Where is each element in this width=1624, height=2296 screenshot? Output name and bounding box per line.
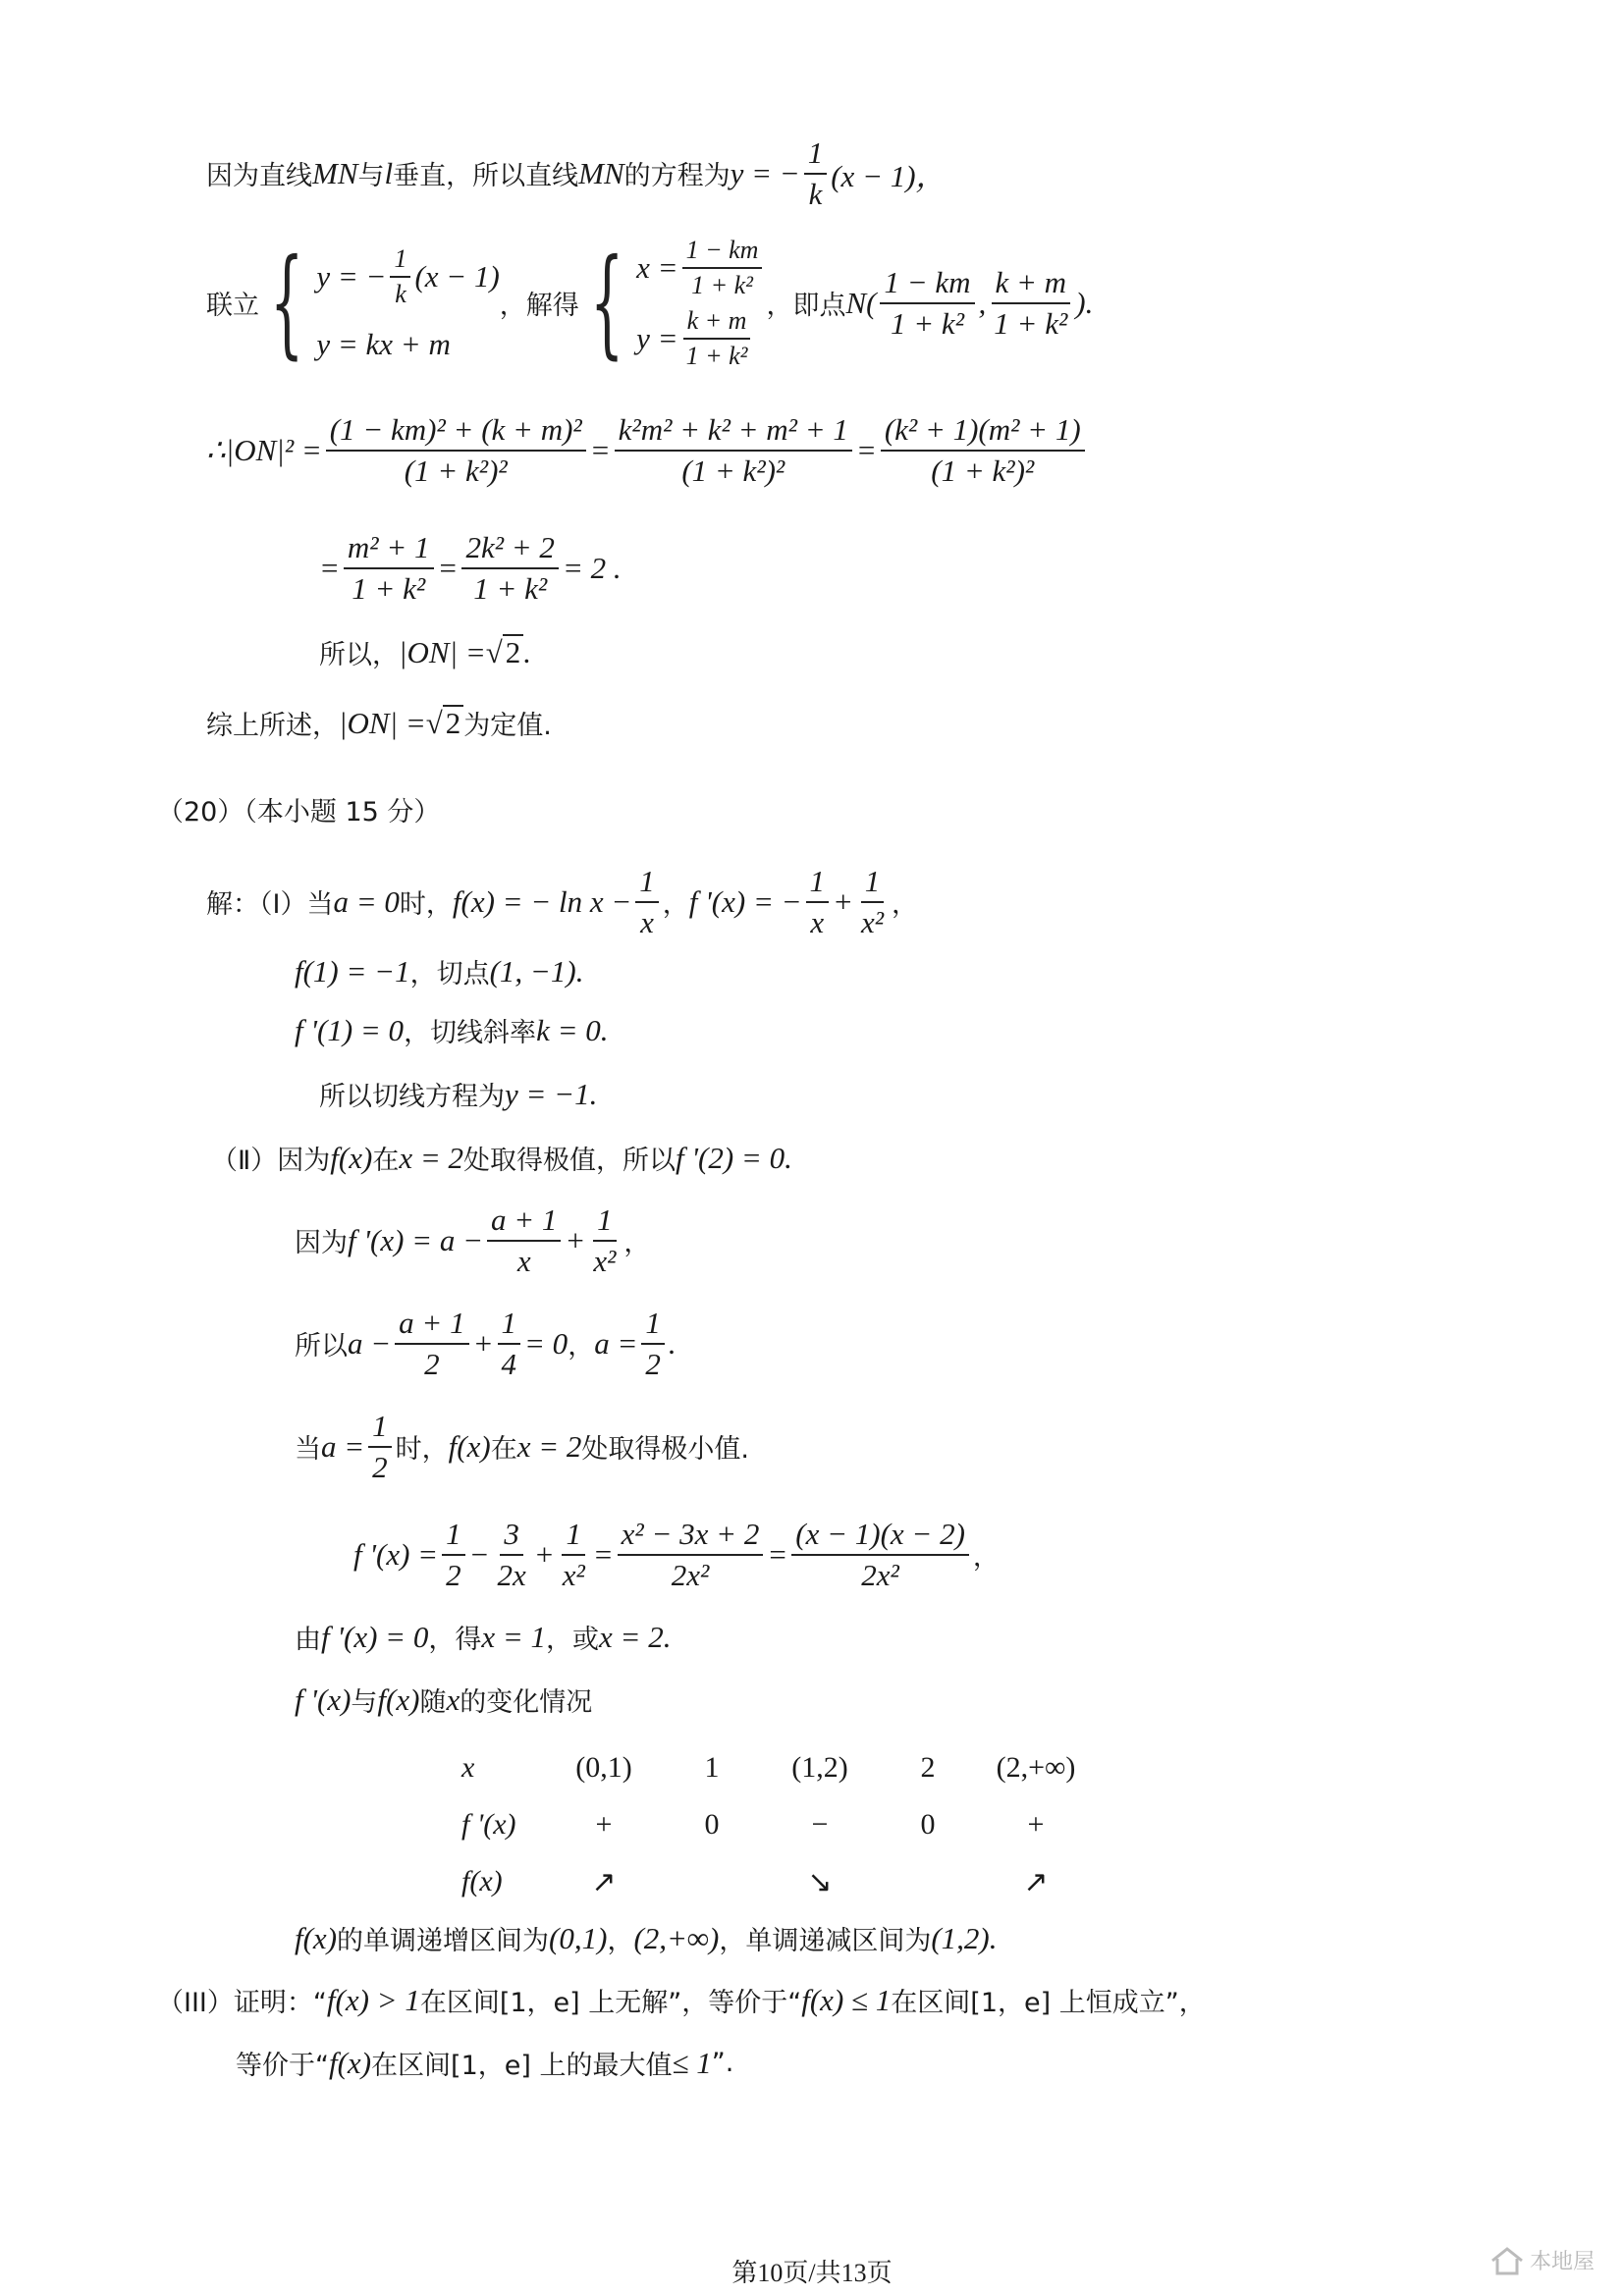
fraction — [791, 1517, 969, 1592]
text: ，或 — [546, 1625, 600, 1655]
denominator: 2 — [446, 1557, 461, 1592]
text: 与 — [357, 161, 385, 192]
numerator: 1 — [804, 135, 828, 175]
math: f(x) — [448, 1428, 491, 1464]
text: 在 — [372, 1146, 400, 1176]
math: x = 2 — [599, 1619, 664, 1654]
numerator: m² + 1 — [344, 530, 434, 569]
line-on-squared — [206, 412, 1089, 488]
denominator: 2 — [424, 1346, 440, 1381]
fraction — [344, 530, 434, 606]
system-equations — [316, 244, 499, 362]
decreasing-arrow-icon: ↘ — [807, 1865, 833, 1898]
part2-conclusion — [295, 1919, 998, 1957]
denominator: 2 — [372, 1449, 388, 1484]
fraction — [390, 244, 410, 309]
increasing-arrow-icon: ↗ — [591, 1865, 617, 1898]
text: 因为 — [295, 1228, 348, 1259]
numerator: 1 — [806, 864, 830, 903]
denominator: 2x² — [671, 1557, 710, 1592]
part1-line4 — [319, 1075, 597, 1113]
fraction — [494, 1517, 530, 1592]
math: f '(x) = 0 — [321, 1619, 429, 1654]
table-cell: (2,+∞) — [996, 1751, 1076, 1784]
math: f(1) = −1 — [295, 953, 410, 988]
math: x = 1 — [481, 1619, 547, 1654]
text: 因为直线 — [206, 161, 312, 192]
math: = — [437, 550, 459, 585]
math: + — [533, 1536, 555, 1572]
radicand: 2 — [503, 634, 524, 669]
text: ， — [892, 889, 919, 921]
math: . — [785, 1140, 792, 1175]
math: (1, −1) — [489, 953, 576, 988]
math: y = — [636, 320, 678, 355]
math: . — [663, 1619, 672, 1654]
numerator: 1 − km — [880, 265, 974, 304]
text: 的变化情况 — [460, 1687, 593, 1718]
denominator: 2 — [645, 1346, 661, 1381]
math: + — [565, 1222, 586, 1257]
math: = — [592, 1536, 614, 1572]
math: f '(1) = 0 — [295, 1012, 405, 1047]
text: ”. — [711, 2048, 734, 2078]
math: . — [523, 634, 532, 669]
numerator: a + 1 — [395, 1306, 468, 1345]
numerator: (k² + 1)(m² + 1) — [881, 412, 1085, 452]
math: . — [989, 1920, 998, 1955]
text: 处取得极小值. — [581, 1434, 749, 1466]
denominator: 1 + k² — [685, 341, 748, 370]
numerator: x² − 3x + 2 — [618, 1517, 764, 1556]
house-icon — [1490, 2246, 1524, 2275]
part2-line5 — [353, 1517, 1000, 1592]
math: f(x) — [295, 1920, 338, 1955]
text: 的单调递增区间为 — [337, 1926, 550, 1956]
fraction — [806, 864, 830, 939]
text: ，得 — [428, 1625, 482, 1655]
text: 所以， — [319, 640, 399, 670]
numerator: 1 — [861, 864, 885, 903]
math: . — [668, 1325, 677, 1361]
math: MN — [312, 155, 358, 190]
text: 解：（Ⅰ）当 — [206, 889, 334, 921]
table-cell: x — [461, 1751, 475, 1784]
denominator: 1 + k² — [352, 570, 426, 606]
left-brace: { — [269, 234, 304, 371]
text: 与 — [351, 1687, 378, 1718]
numerator: 1 — [593, 1202, 617, 1242]
text: 时， — [395, 1434, 449, 1466]
denominator: x — [640, 904, 654, 939]
math: ∴|ON|² = — [206, 432, 322, 467]
part3-line2 — [236, 2044, 733, 2082]
line-system — [206, 236, 1093, 371]
part2-line6 — [295, 1618, 671, 1656]
math: + — [833, 883, 853, 919]
numerator: (1 − km)² + (k + m)² — [326, 412, 586, 452]
denominator: x² — [593, 1243, 617, 1278]
line-on-squared-cont — [319, 530, 622, 606]
fraction — [368, 1409, 392, 1484]
text: ，即点 — [766, 291, 846, 322]
math: f '(x) = — [353, 1536, 439, 1572]
math: = — [319, 550, 340, 585]
fraction — [618, 1517, 764, 1592]
text: （20）（本小题 15 分） — [157, 797, 441, 828]
denominator: x² — [562, 1557, 585, 1592]
math: (x − 1) — [414, 258, 500, 294]
watermark-text: 本地屋 — [1529, 2250, 1595, 2274]
numerator: k + m — [683, 306, 751, 340]
line-on-result — [319, 633, 531, 671]
table-cell: + — [1027, 1808, 1045, 1841]
fraction — [395, 1306, 468, 1381]
numerator: 2k² + 2 — [461, 530, 558, 569]
text: 垂直，所以直线 — [393, 161, 579, 192]
text: ， — [623, 1228, 651, 1259]
numerator: k + m — [992, 265, 1071, 304]
text: ， — [972, 1542, 1000, 1574]
math: x = 2 — [516, 1428, 582, 1464]
math: |ON| = — [339, 705, 426, 740]
math: = — [589, 432, 611, 467]
numerator: 1 — [390, 244, 410, 278]
denominator: x — [516, 1243, 531, 1278]
part2-line2 — [295, 1202, 650, 1278]
part3-line1 — [157, 1981, 1206, 2019]
fraction — [804, 135, 828, 211]
math: k = 0 — [536, 1012, 601, 1047]
fraction — [880, 265, 974, 341]
math: x = — [636, 249, 678, 285]
numerator: 1 — [641, 1306, 665, 1345]
line-mn-perpendicular — [206, 135, 947, 211]
math: f '(2) = 0 — [676, 1140, 785, 1175]
table-cell: 0 — [704, 1808, 720, 1841]
numerator: k²m² + k² + m² + 1 — [615, 412, 852, 452]
numerator: 1 — [498, 1306, 521, 1345]
fraction — [487, 1202, 561, 1278]
denominator: 2x² — [861, 1557, 899, 1592]
text: 在区间[1，e] 上的最大值 — [371, 2051, 673, 2081]
sqrt: √ 2 — [486, 634, 524, 669]
numerator: 1 − km — [682, 236, 763, 269]
math: . — [575, 953, 584, 988]
math: (0,1) — [549, 1920, 608, 1955]
math: a − — [348, 1325, 392, 1361]
denominator: (1 + k²)² — [404, 453, 508, 488]
part1-line2 — [295, 952, 583, 990]
fraction — [682, 306, 752, 371]
math: y = −1 — [505, 1076, 590, 1111]
variation-table — [461, 1739, 1090, 1910]
denominator: 1 + k² — [891, 305, 964, 341]
math: (x − 1)， — [831, 159, 947, 194]
numerator: 1 — [562, 1517, 585, 1556]
text: ， — [662, 889, 689, 921]
math: (1,2) — [931, 1920, 990, 1955]
text: 当 — [295, 1434, 321, 1466]
text: 为定值. — [463, 711, 552, 741]
math: f(x) — [377, 1682, 420, 1717]
math: f(x) ≤ 1 — [801, 1982, 892, 2017]
math: = — [855, 432, 877, 467]
text: ，切线斜率 — [404, 1018, 537, 1048]
text: 等价于“ — [236, 2051, 329, 2081]
denominator: 4 — [501, 1346, 517, 1381]
text: ，解得 — [499, 291, 579, 322]
math: = — [767, 1536, 788, 1572]
math: x — [446, 1682, 460, 1717]
fraction — [498, 1306, 521, 1381]
solution-equations — [636, 236, 766, 371]
fraction — [559, 1517, 589, 1592]
text: （Ⅱ）因为 — [211, 1146, 331, 1176]
fraction — [461, 530, 558, 606]
text: ， — [568, 1331, 595, 1362]
increasing-arrow-icon: ↗ — [1023, 1865, 1049, 1898]
math: = 0 — [524, 1325, 568, 1361]
math: . — [589, 1076, 598, 1111]
denominator: (1 + k²)² — [681, 453, 785, 488]
table-cell: f '(x) — [461, 1808, 516, 1841]
math: a = 0 — [333, 883, 400, 919]
math: y = kx + m — [316, 326, 451, 361]
fraction — [589, 1202, 620, 1278]
denominator: 1 + k² — [691, 270, 753, 299]
math: . — [600, 1012, 609, 1047]
math: y = − — [730, 155, 800, 190]
fraction — [326, 412, 586, 488]
text: 由 — [295, 1625, 321, 1655]
math: f(x) = − ln x − — [452, 883, 632, 919]
numerator: 3 — [500, 1517, 523, 1556]
part2-line1 — [211, 1139, 792, 1177]
math: y = − — [316, 258, 387, 294]
radicand: 2 — [443, 705, 464, 740]
page-number: 第10页/共13页 — [731, 2259, 893, 2287]
text: ， — [607, 1926, 634, 1956]
part1-line1 — [206, 864, 918, 939]
table-cell: 1 — [704, 1751, 720, 1784]
fraction — [641, 1306, 665, 1381]
text: （III）证明：“ — [157, 1988, 327, 2018]
table-cell: 0 — [920, 1808, 936, 1841]
sqrt: √ 2 — [426, 705, 464, 740]
question-title — [157, 790, 440, 828]
fraction — [635, 864, 659, 939]
line-conclusion — [206, 704, 552, 742]
part2-line4 — [295, 1409, 749, 1484]
numerator: a + 1 — [487, 1202, 561, 1242]
denominator: 1 + k² — [473, 570, 548, 606]
math: f '(x) = a − — [348, 1222, 483, 1257]
numerator: 1 — [442, 1517, 465, 1556]
text: ，切点 — [409, 959, 490, 989]
text: 所以 — [295, 1331, 348, 1362]
math: l — [384, 155, 394, 190]
math: N( — [845, 285, 877, 320]
watermark — [1490, 2245, 1595, 2275]
table-row — [461, 1739, 1090, 1796]
math: − — [468, 1536, 490, 1572]
table-cell: f(x) — [461, 1865, 503, 1897]
denominator: x — [810, 904, 825, 939]
part2-line3 — [295, 1306, 677, 1381]
left-brace: { — [589, 234, 624, 371]
math: a = — [321, 1428, 365, 1464]
denominator: x² — [860, 904, 885, 939]
text: ，单调递减区间为 — [719, 1926, 932, 1956]
math: x = 2 — [399, 1140, 464, 1175]
math: a = — [594, 1325, 638, 1361]
denominator: 2x — [497, 1557, 526, 1592]
math: ≤ 1 — [672, 2045, 712, 2080]
table-cell: − — [811, 1808, 829, 1841]
table-cell: + — [595, 1808, 613, 1841]
text: 联立 — [206, 291, 259, 322]
table-row — [461, 1853, 1090, 1910]
text: 随 — [419, 1687, 447, 1718]
denominator: k — [395, 279, 406, 308]
fraction — [990, 265, 1071, 341]
math: f '(x) — [295, 1682, 352, 1717]
fraction — [857, 864, 888, 939]
math: = 2 . — [562, 550, 622, 585]
denominator: 1 + k² — [994, 305, 1068, 341]
math: f(x) — [329, 2045, 372, 2080]
fraction — [442, 1517, 465, 1592]
math: + — [472, 1325, 494, 1361]
table-cell: 2 — [920, 1751, 936, 1784]
text: 时， — [399, 889, 453, 921]
math: f(x) — [330, 1140, 373, 1175]
math: MN — [578, 155, 624, 190]
numerator: (x − 1)(x − 2) — [791, 1517, 969, 1556]
fraction — [881, 412, 1085, 488]
fraction — [615, 412, 852, 488]
text: 处取得极值，所以 — [463, 1146, 677, 1176]
text: 综上所述， — [206, 711, 339, 741]
table-cell: (0,1) — [575, 1751, 632, 1784]
fraction — [682, 236, 763, 300]
table-cell: (1,2) — [791, 1751, 848, 1784]
numerator: 1 — [368, 1409, 392, 1448]
denominator: (1 + k²)² — [931, 453, 1035, 488]
text: 在 — [490, 1434, 517, 1466]
part2-line7 — [295, 1681, 592, 1719]
text: 所以切线方程为 — [319, 1082, 505, 1112]
text: 在区间[1，e] 上无解”，等价于“ — [419, 1988, 802, 2018]
math: f '(x) = − — [688, 883, 802, 919]
math: (2,+∞) — [633, 1920, 720, 1955]
math: f(x) > 1 — [326, 1982, 420, 2017]
math: |ON| = — [399, 634, 486, 669]
numerator: 1 — [635, 864, 659, 903]
table-row — [461, 1796, 1090, 1853]
math: ). — [1075, 285, 1094, 320]
math: , — [978, 285, 987, 320]
denominator: k — [808, 176, 823, 211]
part1-line3 — [295, 1011, 609, 1049]
text: 在区间[1，e] 上恒成立”， — [891, 1988, 1206, 2018]
text: 的方程为 — [623, 161, 731, 192]
